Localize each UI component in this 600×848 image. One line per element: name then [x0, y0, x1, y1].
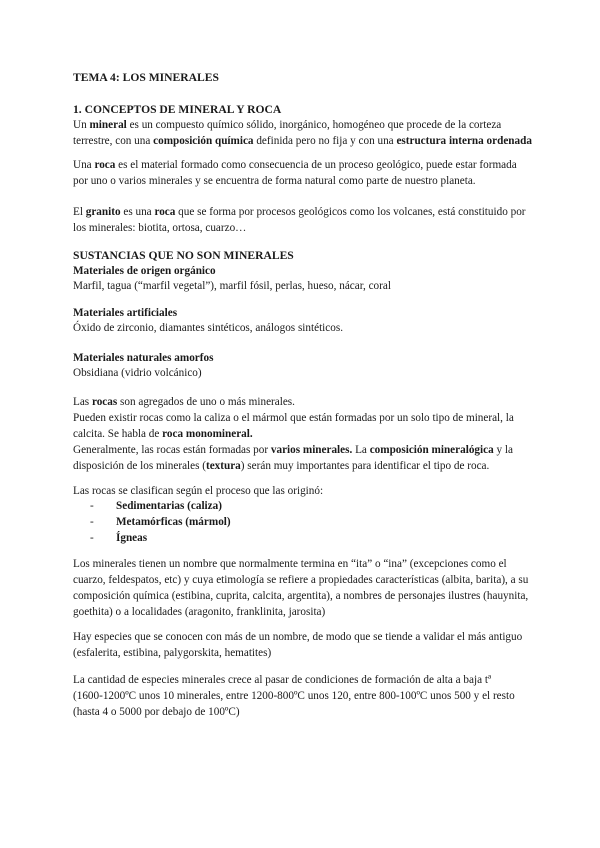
list-item: - Ígneas [90, 532, 148, 544]
paragraph-cantidad: La cantidad de especies minerales crece al pasar de condiciones de formación de alta a baja tª (1600-1200ºC unos 10 minerales, entre 1200-800ºC unos 120, entre 800-100ºC unos 500 y el resto (hasta 4 o 5000 por debajo de 100ºC) [73, 674, 515, 718]
paragraph-granito [73, 204, 533, 236]
text-line [73, 410, 533, 426]
text-run: es el material formado como consecuencia de un proceso geológico, puede estar formada [115, 159, 517, 171]
text-run: definida pero no fija y con una [253, 135, 397, 147]
bold-term: composición mineralógica [369, 444, 494, 456]
text-run: Pueden existir rocas como la caliza o el mármol que están formadas por un solo tipo de mineral, la [73, 412, 514, 424]
clasificacion-list [90, 498, 231, 546]
text-amorfos: Obsidiana (vidrio volcánico) [73, 367, 202, 379]
text-line [73, 157, 533, 173]
list-item: - Sedimentarias (caliza) [90, 500, 222, 512]
bold-term: roca [94, 159, 116, 171]
bold-term: roca monomineral. [162, 428, 253, 440]
text-line [73, 442, 533, 458]
text-run: que se forma por procesos geológicos como los volcanes, está constituido por [175, 206, 526, 218]
text-artificiales: Óxido de zirconio, diamantes sintéticos, análogos sintéticos. [73, 322, 343, 334]
text-run: Un [73, 119, 90, 131]
text-run: los minerales: biotita, ortosa, cuarzo… [73, 222, 247, 234]
bold-term: mineral [89, 119, 127, 131]
text-line [73, 220, 533, 236]
text-line [73, 204, 533, 220]
text-run: es un compuesto químico sólido, inorgánico, homogéneo que procede de la corteza [126, 119, 502, 131]
text-run: El [73, 206, 86, 218]
subheading-amorfos: Materiales naturales amorfos [73, 352, 214, 364]
text-run: ) serán muy importantes para identificar el tipo de roca. [240, 460, 490, 472]
bold-term: rocas [91, 396, 118, 408]
document-title: TEMA 4: LOS MINERALES [73, 71, 219, 84]
text-run: Una [73, 159, 95, 171]
text-run: por uno o varios minerales y se encuentra de forma natural como parte de nuestro planeta. [73, 175, 476, 187]
paragraph-mineral [73, 117, 533, 149]
paragraph-nombres: Los minerales tienen un nombre que normalmente termina en “ita” o “ina” (excepciones como el cuarzo, feldespatos, etc) y cuya etimología se refiere a propiedades características (albita, barita), a su composición química (estibina, cuprita, calcita, argentita), a nombres de personajes ilustres (hauynita, goethita) o a localidades (aragonito, franklinita, jarosita) [73, 558, 529, 618]
text-run: La [352, 444, 370, 456]
text-run: terrestre, con una [73, 135, 154, 147]
clasificacion-intro: Las rocas se clasifican según el proceso que las originó: [73, 485, 324, 497]
bold-term: textura [205, 460, 241, 472]
subheading-organico: Materiales de origen orgánico [73, 265, 216, 277]
text-organico: Marfil, tagua (“marfil vegetal”), marfil fósil, perlas, hueso, nácar, coral [73, 280, 391, 292]
text-run: calcita. Se habla de [73, 428, 163, 440]
text-line [73, 394, 533, 410]
section-heading-sustancias: SUSTANCIAS QUE NO SON MINERALES [73, 249, 294, 262]
bold-term: composición química [153, 135, 254, 147]
text-run: y la [493, 444, 513, 456]
text-run: disposición de los minerales ( [73, 460, 206, 472]
text-run: Generalmente, las rocas están formadas por [73, 444, 271, 456]
bold-term: roca [154, 206, 176, 218]
paragraph-rocas [73, 394, 533, 474]
bold-term: estructura interna ordenada [396, 135, 532, 147]
bold-term: varios minerales. [270, 444, 353, 456]
list-item: - Metamórficas (mármol) [90, 516, 231, 528]
text-line [73, 117, 533, 133]
text-line [73, 426, 533, 442]
text-line [73, 133, 533, 149]
bold-term: granito [85, 206, 121, 218]
text-run: Las [73, 396, 92, 408]
text-line [73, 173, 533, 189]
text-line [73, 458, 533, 474]
section-heading-conceptos: 1. CONCEPTOS DE MINERAL Y ROCA [73, 103, 282, 116]
subheading-artificiales: Materiales artificiales [73, 307, 178, 319]
text-run: son agregados de uno o más minerales. [117, 396, 295, 408]
text-run: es una [120, 206, 155, 218]
paragraph-roca [73, 157, 533, 189]
paragraph-especies: Hay especies que se conocen con más de un nombre, de modo que se tiende a validar el más antiguo (esfalerita, estibina, palygorskita, hematites) [73, 631, 523, 659]
